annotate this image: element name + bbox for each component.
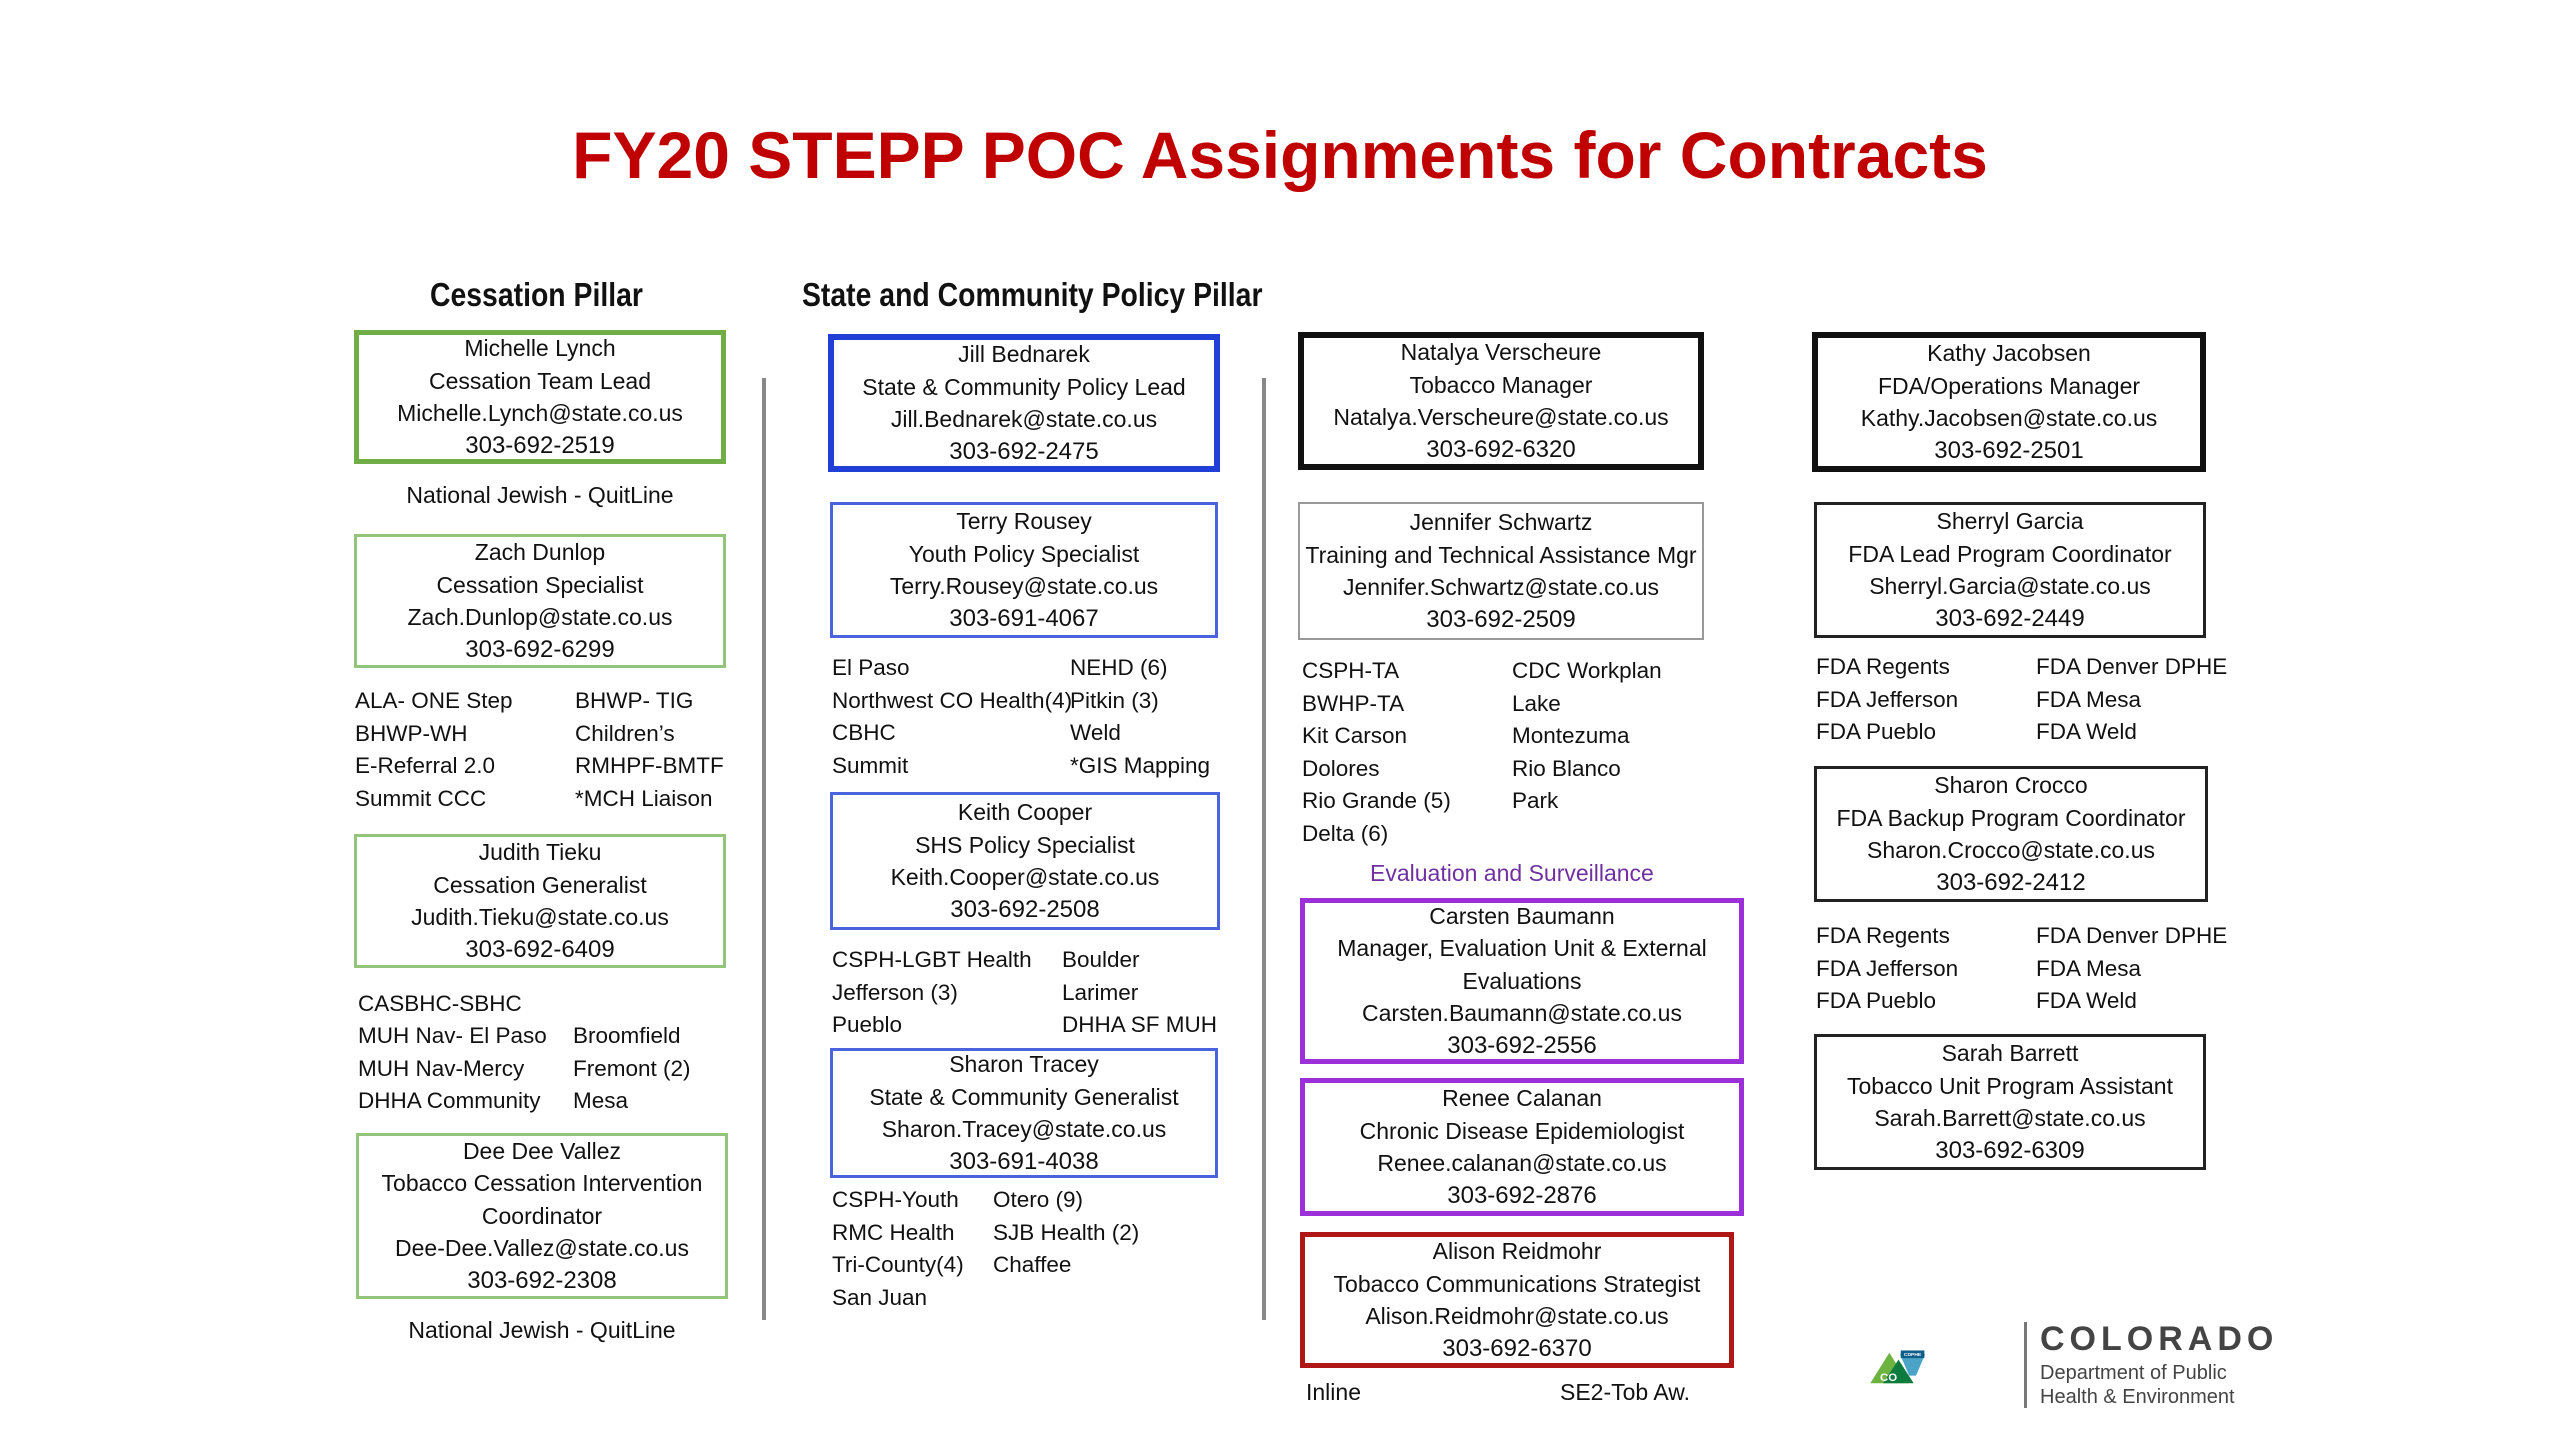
- contract-item: Lake: [1512, 690, 1561, 716]
- contact-email: Sharon.Crocco@state.co.us: [1867, 837, 2155, 863]
- contact-role-continued: Evaluations: [1462, 967, 1582, 994]
- contact-email: Terry.Rousey@state.co.us: [889, 573, 1159, 599]
- contact-name: Renee Calanan: [1442, 1085, 1602, 1111]
- contract-item: CBHC: [832, 720, 896, 745]
- slide-title: FY20 STEPP POC Assignments for Contracts: [572, 118, 1988, 192]
- contact-name: Zach Dunlop: [474, 539, 606, 565]
- contact-email: Alison.Reidmohr@state.co.us: [1365, 1303, 1669, 1329]
- evaluation-surveillance-heading: Evaluation and Surveillance: [1370, 860, 1654, 886]
- reidmohr-contract-left: Inline: [1306, 1379, 1361, 1405]
- contact-card-jennifer-schwartz: [1298, 502, 1704, 640]
- contract-item: FDA Weld: [2036, 719, 2137, 744]
- contact-email: Sarah.Barrett@state.co.us: [1874, 1105, 2146, 1131]
- contact-role: Cessation Generalist: [433, 871, 647, 898]
- contract-item: NEHD (6): [1070, 655, 1168, 680]
- cdphe-logo: [1868, 1318, 2028, 1418]
- contact-role: FDA Backup Program Coordinator: [1836, 804, 2186, 831]
- contact-role: State & Community Generalist: [869, 1083, 1179, 1110]
- contract-item: BHWP-WH: [355, 720, 468, 746]
- contract-item: Summit CCC: [355, 785, 487, 811]
- contract-item: Jefferson (3): [832, 979, 958, 1005]
- schwartz-contracts-right: [1512, 655, 1662, 818]
- contact-email: Sharon.Tracey@state.co.us: [881, 1116, 1167, 1142]
- logo-badge-text: CDPHE: [1903, 1353, 1922, 1359]
- contact-email: Keith.Cooper@state.co.us: [890, 864, 1160, 890]
- contact-name: Keith Cooper: [957, 799, 1093, 825]
- contract-item: CSPH-TA: [1302, 658, 1400, 683]
- crocco-contracts-left: [1816, 920, 1958, 1018]
- contact-name: Natalya Verscheure: [1400, 339, 1602, 365]
- contract-item: Broomfield: [573, 1023, 681, 1048]
- contact-name: Sharon Crocco: [1934, 772, 2088, 798]
- dunlop-contracts-right: [575, 685, 724, 815]
- contact-name: Judith Tieku: [478, 839, 602, 865]
- contract-item: BHWP- TIG: [575, 688, 694, 713]
- contact-card-carsten-baumann: [1300, 898, 1744, 1064]
- contact-phone: 303-691-4067: [949, 604, 1099, 632]
- contract-item: ALA- ONE Step: [355, 688, 513, 713]
- contract-item: *GIS Mapping: [1070, 752, 1211, 778]
- contact-email: Renee.calanan@state.co.us: [1377, 1150, 1667, 1176]
- contract-item: *MCH Liaison: [575, 785, 713, 811]
- contract-item: Pitkin (3): [1070, 687, 1159, 713]
- contact-card-natalya-verscheure: [1298, 332, 1704, 470]
- reidmohr-contract-right: SE2-Tob Aw.: [1560, 1379, 1690, 1405]
- contact-role: Training and Technical Assistance Mgr: [1305, 541, 1697, 568]
- contract-item: Mesa: [573, 1088, 629, 1113]
- contact-phone: 303-692-2519: [465, 431, 615, 459]
- cooper-contracts-right: [1062, 944, 1217, 1042]
- contact-role: SHS Policy Specialist: [915, 831, 1135, 858]
- contract-item: FDA Denver DPHE: [2036, 923, 2228, 948]
- contract-item: CASBHC-SBHC: [358, 991, 522, 1016]
- contact-phone: 303-692-2556: [1447, 1031, 1597, 1059]
- contact-phone: 303-692-2509: [1426, 605, 1576, 633]
- contract-item: CDC Workplan: [1512, 658, 1662, 683]
- contact-card-judith-tieku: [354, 834, 726, 968]
- contact-card-sharon-tracey: [830, 1048, 1218, 1178]
- crocco-contracts-right: [2036, 920, 2227, 1018]
- tracey-contracts-left: [832, 1184, 964, 1314]
- contact-role: Tobacco Unit Program Assistant: [1847, 1072, 2173, 1099]
- contact-card-jill-bednarek: [828, 334, 1220, 472]
- contract-item: Kit Carson: [1302, 723, 1408, 748]
- contact-email: Jennifer.Schwartz@state.co.us: [1342, 574, 1660, 600]
- contact-role: Chronic Disease Epidemiologist: [1359, 1117, 1685, 1144]
- contact-card-dee-dee-vallez: [356, 1133, 728, 1299]
- contact-name: Alison Reidmohr: [1432, 1238, 1602, 1264]
- dunlop-contracts-left: [355, 685, 513, 815]
- contract-item: Pueblo: [832, 1012, 903, 1037]
- contact-name: Michelle Lynch: [464, 335, 616, 361]
- contact-phone: 303-692-2508: [950, 895, 1100, 923]
- contact-role: Cessation Team Lead: [428, 367, 652, 394]
- contract-item: FDA Pueblo: [1816, 988, 1937, 1013]
- contact-email: Dee-Dee.Vallez@state.co.us: [395, 1235, 689, 1262]
- contract-item: DHHA Community: [358, 1088, 541, 1113]
- contract-item: RMC Health: [832, 1219, 955, 1245]
- contact-email: Zach.Dunlop@state.co.us: [407, 604, 673, 630]
- contact-name: Sarah Barrett: [1941, 1040, 2079, 1066]
- contact-name: Terry Rousey: [956, 508, 1092, 534]
- contact-phone: 303-692-6370: [1442, 1334, 1592, 1362]
- contract-item: CSPH-LGBT Health: [832, 947, 1032, 972]
- contract-item: Children’s: [575, 720, 675, 746]
- contract-item: Tri-County(4): [832, 1252, 964, 1277]
- logo-divider: [2024, 1322, 2027, 1408]
- contract-item: FDA Regents: [1816, 923, 1950, 948]
- contact-phone: 303-692-2308: [467, 1266, 617, 1294]
- contract-item: Otero (9): [993, 1187, 1084, 1212]
- contract-item: Weld: [1070, 720, 1121, 745]
- contact-email: Sherryl.Garcia@state.co.us: [1869, 573, 2151, 599]
- contact-phone: 303-692-2412: [1936, 868, 2086, 896]
- schwartz-contracts-left: [1302, 655, 1451, 850]
- contract-item: MUH Nav- El Paso: [358, 1023, 547, 1048]
- contact-phone: 303-692-6409: [465, 935, 615, 963]
- contract-item: BWHP-TA: [1302, 690, 1405, 716]
- contract-item: San Juan: [832, 1284, 928, 1310]
- logo-wordmark: COLORADO: [2040, 1320, 2279, 1358]
- tieku-contracts-right: [573, 1020, 691, 1118]
- contact-email: Judith.Tieku@state.co.us: [411, 904, 669, 930]
- contract-item: CSPH-Youth: [832, 1187, 959, 1212]
- tracey-contracts-right: [993, 1184, 1139, 1282]
- logo-subtitle-line1: Department of Public: [2040, 1362, 2227, 1384]
- tieku-contracts-top: [358, 988, 522, 1021]
- contract-item: Rio Blanco: [1512, 755, 1621, 781]
- contact-phone: 303-691-4038: [949, 1147, 1099, 1175]
- logo-mark-text: CO: [1880, 1371, 1898, 1384]
- contract-item: Chaffee: [993, 1252, 1072, 1277]
- column-divider-left: [762, 378, 766, 1320]
- contract-item: Delta (6): [1302, 820, 1389, 846]
- contact-card-terry-rousey: [830, 502, 1218, 638]
- contact-role: Tobacco Manager: [1409, 371, 1593, 398]
- contact-role: Manager, Evaluation Unit & External: [1337, 935, 1707, 962]
- contract-item: DHHA SF MUH: [1062, 1012, 1218, 1037]
- contract-item: El Paso: [832, 655, 910, 680]
- contact-name: Kathy Jacobsen: [1927, 340, 2091, 366]
- contract-item: Summit: [832, 752, 909, 778]
- contract-item: Dolores: [1302, 755, 1380, 781]
- garcia-contracts-right: [2036, 651, 2227, 749]
- contact-role-continued: Coordinator: [481, 1202, 603, 1229]
- contact-phone: 303-692-2449: [1935, 604, 2085, 632]
- contact-role: Tobacco Communications Strategist: [1333, 1270, 1701, 1297]
- contact-role: Tobacco Cessation Intervention: [381, 1170, 703, 1197]
- contract-item: Fremont (2): [573, 1055, 691, 1081]
- contract-item: FDA Mesa: [2036, 686, 2142, 712]
- contract-item: Montezuma: [1512, 723, 1630, 748]
- contact-phone: 303-692-6320: [1426, 435, 1576, 463]
- lynch-contract-note: National Jewish - QuitLine: [406, 482, 674, 508]
- contact-email: Natalya.Verscheure@state.co.us: [1333, 404, 1669, 430]
- contract-item: FDA Weld: [2036, 988, 2137, 1013]
- contract-item: FDA Jefferson: [1816, 955, 1959, 981]
- contact-email: Jill.Bednarek@state.co.us: [890, 406, 1158, 432]
- contract-item: FDA Denver DPHE: [2036, 654, 2228, 679]
- contact-card-zach-dunlop: [354, 534, 726, 668]
- contract-item: FDA Mesa: [2036, 955, 2142, 981]
- contract-item: FDA Pueblo: [1816, 719, 1937, 744]
- contract-item: FDA Jefferson: [1816, 686, 1959, 712]
- contract-item: Northwest CO Health(4): [832, 687, 1073, 713]
- contact-name: Jill Bednarek: [958, 341, 1090, 367]
- garcia-contracts-left: [1816, 651, 1958, 749]
- column-divider-right: [1262, 378, 1266, 1320]
- contract-item: Larimer: [1062, 979, 1139, 1005]
- rousey-contracts-left: [832, 652, 1072, 782]
- contact-name: Sharon Tracey: [949, 1051, 1099, 1077]
- contract-item: Boulder: [1062, 947, 1140, 972]
- contact-card-keith-cooper: [830, 792, 1220, 930]
- logo-subtitle-line2: Health & Environment: [2040, 1386, 2235, 1408]
- tieku-contracts-left: [358, 1020, 547, 1118]
- contact-card-kathy-jacobsen: [1812, 332, 2206, 472]
- contact-phone: 303-692-6299: [465, 635, 615, 663]
- contact-role: FDA Lead Program Coordinator: [1848, 540, 2172, 567]
- contract-item: Rio Grande (5): [1302, 788, 1451, 813]
- contact-role: Cessation Specialist: [436, 571, 644, 598]
- contact-card-michelle-lynch: [354, 330, 726, 464]
- contract-item: RMHPF-BMTF: [575, 753, 724, 778]
- cessation-pillar-heading: Cessation Pillar: [430, 276, 643, 313]
- contract-item: SJB Health (2): [993, 1219, 1140, 1245]
- contact-role: FDA/Operations Manager: [1877, 372, 2141, 399]
- contact-phone: 303-692-2475: [949, 437, 1099, 465]
- contact-name: Jennifer Schwartz: [1409, 509, 1593, 535]
- rousey-contracts-right: [1070, 652, 1210, 782]
- contact-role: Youth Policy Specialist: [908, 540, 1140, 567]
- contract-item: Park: [1512, 788, 1559, 813]
- contact-card-sarah-barrett: [1814, 1034, 2206, 1170]
- contact-role: State & Community Policy Lead: [862, 373, 1186, 400]
- policy-pillar-heading: State and Community Policy Pillar: [802, 276, 1263, 313]
- contact-name: Dee Dee Vallez: [462, 1137, 622, 1164]
- contract-item: FDA Regents: [1816, 654, 1950, 679]
- contact-card-alison-reidmohr: [1300, 1232, 1734, 1368]
- contact-name: Carsten Baumann: [1429, 902, 1615, 929]
- contact-card-sharon-crocco: [1814, 766, 2208, 902]
- contact-phone: 303-692-6309: [1935, 1136, 2085, 1164]
- contact-email: Michelle.Lynch@state.co.us: [397, 400, 683, 426]
- contract-item: MUH Nav-Mercy: [358, 1055, 525, 1081]
- contact-phone: 303-692-2501: [1934, 436, 2084, 464]
- contact-name: Sherryl Garcia: [1936, 508, 2084, 534]
- vallez-contract-note: National Jewish - QuitLine: [408, 1317, 676, 1343]
- contact-phone: 303-692-2876: [1447, 1181, 1597, 1209]
- contact-email: Kathy.Jacobsen@state.co.us: [1860, 405, 2158, 431]
- cooper-contracts-left: [832, 944, 1032, 1042]
- contact-card-sherryl-garcia: [1814, 502, 2206, 638]
- contact-card-renee-calanan: [1300, 1078, 1744, 1216]
- contact-email: Carsten.Baumann@state.co.us: [1362, 1000, 1682, 1027]
- contract-item: E-Referral 2.0: [355, 753, 496, 778]
